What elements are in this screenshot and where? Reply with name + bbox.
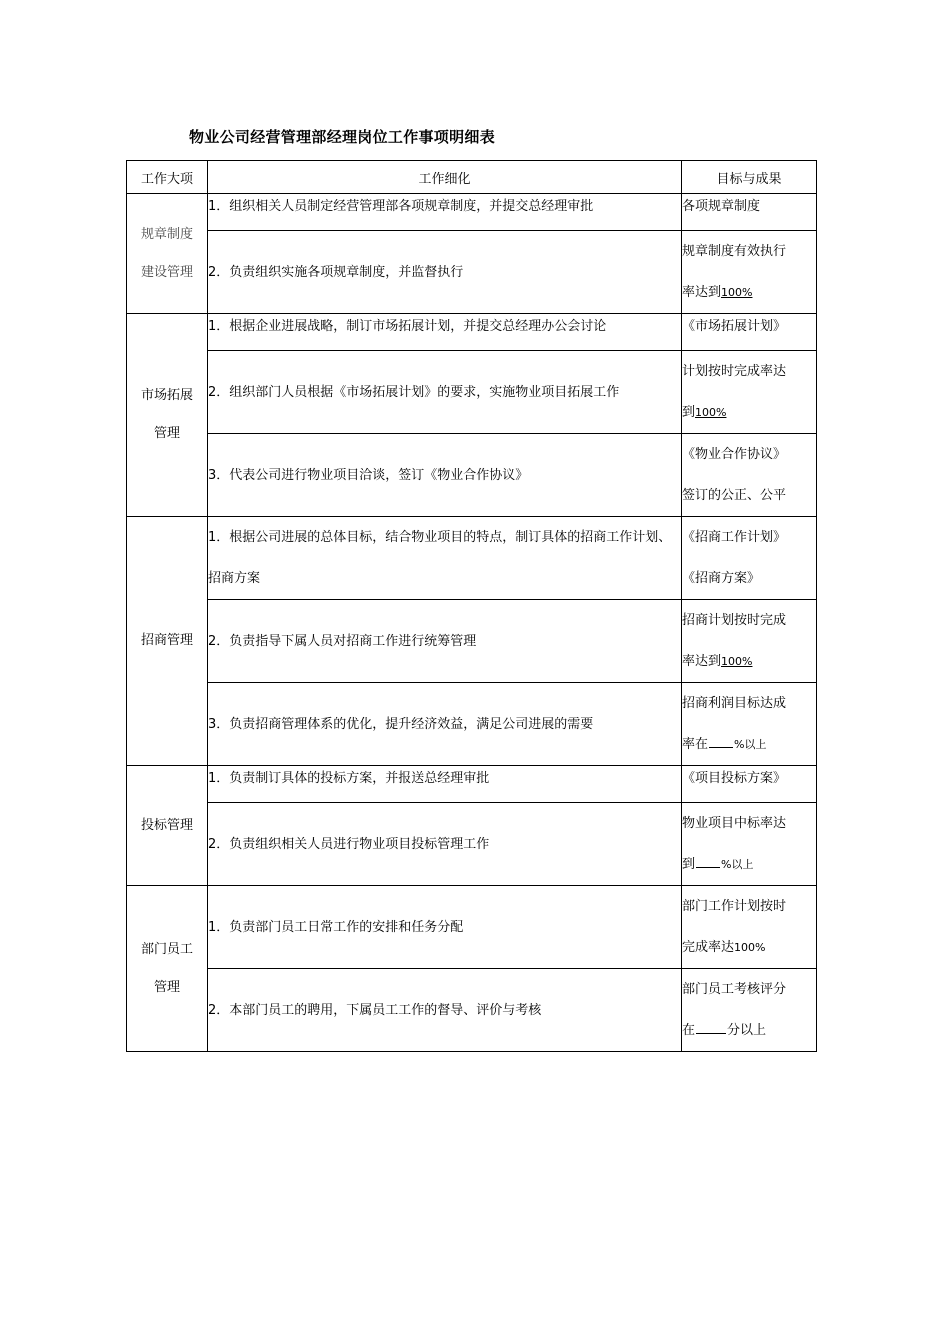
goal-text: 规章制度有效执行 [682,244,787,259]
category-cell [127,194,208,314]
goal-text: 率达到100% [682,285,753,300]
detail-cell: 1．根据公司进展的总体目标，结合物业项目的特点，制订具体的招商工作计划、招商方案 [208,517,682,600]
detail-cell: 2．负责指导下属人员对招商工作进行统筹管理 [208,600,682,683]
detail-cell: 3．代表公司进行物业项目洽谈，签订《物业合作协议》 [208,434,682,517]
goal-text: 《市场拓展计划》 [682,319,787,334]
goal-cell [682,231,817,314]
goal-text: 完成率达100% [682,940,766,955]
category-label: 建设管理 [140,264,193,280]
goal-text: 招商利润目标达成 [682,696,787,711]
goal-text: 部门员工考核评分 [682,982,787,997]
goal-text: 《招商方案》 [682,571,761,586]
category-cell [127,314,208,517]
table-row [127,314,817,351]
table-row [127,969,817,1052]
detail-cell: 1．负责制订具体的投标方案，并报送总经理审批 [208,766,682,803]
goal-text: 《物业合作协议》 [682,447,787,462]
detail-cell: 1．负责部门员工日常工作的安排和任务分配 [208,886,682,969]
goal-value: 100% [734,941,766,954]
category-cell [127,517,208,766]
fill-in-blank [696,1019,726,1034]
table-row [127,351,817,434]
header-category: 工作大项 [127,161,208,194]
goal-cell [682,517,817,600]
goal-text: 在 分以上 [682,1010,816,1051]
goal-cell [682,766,817,803]
goal-text: 各项规章制度 [682,199,761,214]
goal-text: 签订的公正、公平 [682,488,787,503]
fill-in-blank [709,733,733,748]
category-cell [127,886,208,1052]
goal-cell [682,886,817,969]
goal-value: 100% [721,286,753,299]
document-title: 物业公司经营管理部经理岗位工作事项明细表 [189,128,496,146]
goal-text: 《招商工作计划》 [682,530,787,545]
goal-cell [682,194,817,231]
category-label: 管理 [153,979,180,995]
category-cell [127,766,208,886]
table-row [127,434,817,517]
header-detail: 工作细化 [208,161,682,194]
category-label: 招商管理 [140,633,193,648]
table-header-row [127,161,817,194]
detail-cell: 1．组织相关人员制定经营管理部各项规章制度，并提交总经理审批 [208,194,682,231]
goal-text: 部门工作计划按时 [682,899,787,914]
category-label: 投标管理 [140,817,193,833]
header-goal: 目标与成果 [682,161,817,194]
table-row [127,194,817,231]
goal-text: 率在 %以上 [682,724,816,765]
goal-cell [682,803,817,886]
category-label: 市场拓展 [140,388,193,403]
fill-in-blank [696,853,720,868]
goal-value: 100% [721,655,753,668]
goal-cell [682,351,817,434]
goal-text: 计划按时完成率达 [682,364,787,379]
goal-cell [682,314,817,351]
goal-cell [682,683,817,766]
table-row [127,517,817,600]
table-row [127,683,817,766]
work-items-table [126,160,817,1052]
detail-cell: 2．负责组织实施各项规章制度，并监督执行 [208,231,682,314]
category-label: 规章制度 [140,226,193,242]
detail-cell: 2．负责组织相关人员进行物业项目投标管理工作 [208,803,682,886]
goal-text: 率达到100% [682,654,753,669]
goal-cell [682,600,817,683]
detail-cell: 2．组织部门人员根据《市场拓展计划》的要求，实施物业项目拓展工作 [208,351,682,434]
goal-value: 100% [695,406,727,419]
goal-text: 物业项目中标率达 [682,816,787,831]
category-label: 管理 [153,426,180,441]
goal-text: 《项目投标方案》 [682,771,787,786]
table-row [127,886,817,969]
goal-text: 到 %以上 [682,844,816,885]
category-label: 部门员工 [140,941,193,957]
table-row [127,600,817,683]
detail-cell: 1．根据企业进展战略，制订市场拓展计划，并提交总经理办公会讨论 [208,314,682,351]
table-row [127,766,817,803]
table-row [127,231,817,314]
detail-cell: 3．负责招商管理体系的优化，提升经济效益，满足公司进展的需要 [208,683,682,766]
goal-text: 到100% [682,405,727,420]
table-row [127,803,817,886]
goal-cell [682,434,817,517]
goal-text: 招商计划按时完成 [682,613,787,628]
goal-cell [682,969,817,1052]
detail-cell: 2．本部门员工的聘用，下属员工工作的督导、评价与考核 [208,969,682,1052]
